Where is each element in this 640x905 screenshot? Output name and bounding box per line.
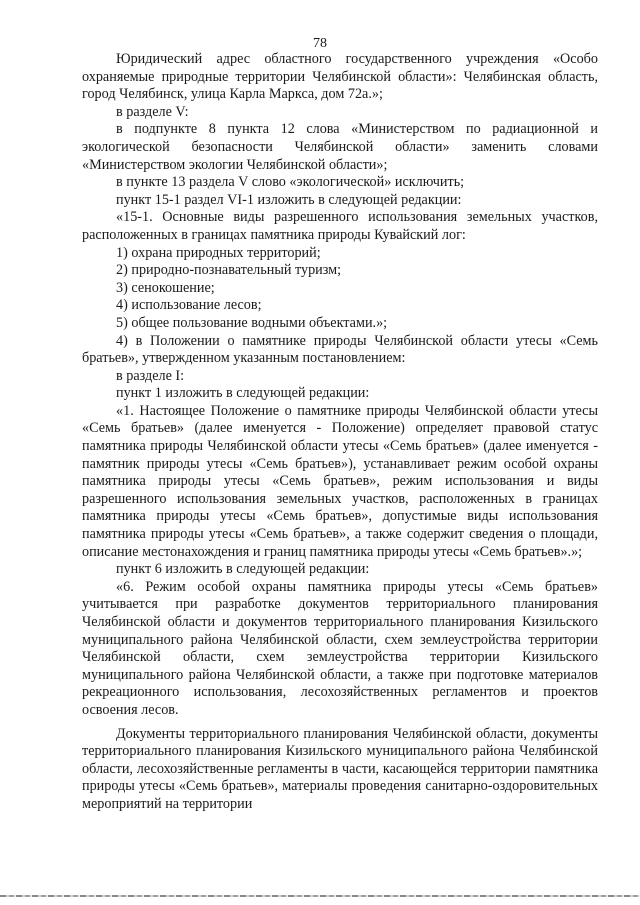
paragraph-point-1-intro: пункт 1 изложить в следующей редакции: — [116, 385, 370, 402]
paragraph-seven-brothers-regulation: 4) в Положении о памятнике природы Челябинской области утесы «Семь братьев», утвержденном указанным постановлением: — [82, 332, 598, 367]
list-item: 3) сенокошение; — [116, 279, 215, 296]
list-item: 1) охрана природных территорий; — [116, 244, 321, 261]
paragraph-legal-address: Юридический адрес областного государственного учреждения «Особо охраняемые природные территории Челябинской области»: Челябинская область, город Челябинск, улица Карла Маркса, дом 72а.»; — [82, 51, 598, 103]
paragraph-subpoint-8: в подпункте 8 пункта 12 слова «Министерством по радиационной и экологической безопасности Челябинской области» заменить словами «Министерством экологии Челябинской области»; — [82, 121, 598, 173]
paragraph-section-i: в разделе I: — [116, 367, 185, 384]
document-body — [82, 51, 598, 814]
paragraph-point-15-1: пункт 15-1 раздел VI-1 изложить в следующей редакции: — [116, 191, 462, 208]
paragraph-point-6-intro: пункт 6 изложить в следующей редакции: — [116, 561, 370, 578]
paragraph-point-13: в пункте 13 раздела V слово «экологической» исключить; — [116, 174, 465, 191]
paragraph-planning-documents: Документы территориального планирования Челябинской области, документы территориального планирования Кизильского муниципального района Челябинской области, лесохозяйственные регламенты в части, касающейся территории памятника природы утесы «Семь братьев», материалы проведения санитарно-оздоровительных мероприятий на территории — [82, 725, 598, 812]
list-item: 4) использование лесов; — [116, 297, 262, 314]
list-item: 2) природно-познавательный туризм; — [116, 262, 342, 279]
paragraph-point-1-text: «1. Настоящее Положение о памятнике природы Челябинской области утесы «Семь братьев» (далее именуется - Положение) определяет правовой статус памятника природы Челябинской области утесы «Семь братьев» (далее именуется - памятник природы утесы «Семь братьев»), устанавливает режим особой охраны памятника природы утесы «Семь братьев», режим использования и виды разрешенного использования земельных участков, расположенных в границах памятника природы утесы «Семь братьев», допустимые виды использования памятника природы утесы «Семь братьев», а также содержит сведения о площади, описание местонахождения и границ памятника природы утесы «Семь братьев».»; — [82, 402, 598, 560]
scan-edge-line — [0, 895, 640, 897]
paragraph-15-1-text: «15-1. Основные виды разрешенного использования земельных участков, расположенных в границах памятника природы Кувайский лог: — [82, 209, 598, 243]
page-number: 78 — [313, 36, 327, 51]
paragraph-section-v: в разделе V: — [116, 103, 189, 120]
list-item: 5) общее пользование водными объектами.»; — [116, 314, 388, 331]
paragraph-point-6-text: «6. Режим особой охраны памятника природы утесы «Семь братьев» учитывается при разработке документов территориального планирования Челябинской области и документов территориального планирования Кизильского муниципального района Челябинской области, схем землеустройства территории Челябинской области, схем землеустройства территории Кизильского муниципального района Челябинской области, а также при подготовке материалов рекреационного использования, лесохозяйственных регламентов и проектов освоения лесов. — [82, 578, 598, 718]
